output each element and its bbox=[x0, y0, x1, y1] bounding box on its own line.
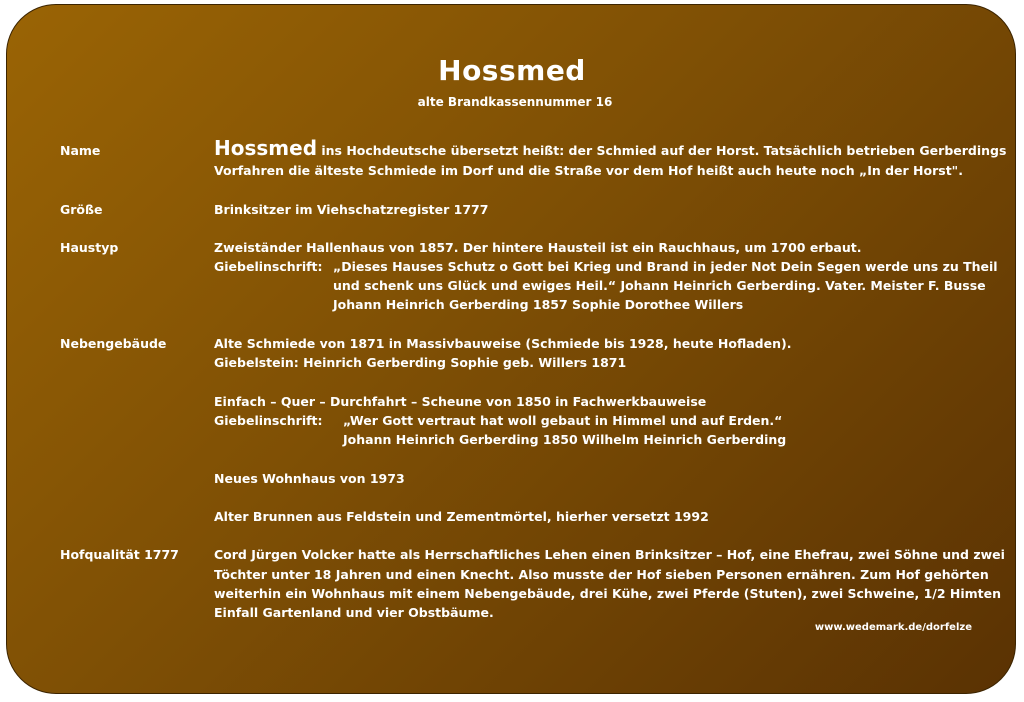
name-word: Hossmed bbox=[214, 136, 318, 160]
hofqualitaet-line-4: Einfall Gartenland und vier Obstbäume. bbox=[214, 605, 494, 620]
haustyp-inscription-label: Giebelinschrift: bbox=[214, 259, 323, 274]
label-name: Name bbox=[60, 143, 101, 158]
haustyp-inscription-3: Johann Heinrich Gerberding 1857 Sophie Dorothee Willers bbox=[333, 297, 744, 312]
label-haustyp: Haustyp bbox=[60, 240, 119, 255]
hofqualitaet-line-2: Töchter unter 18 Jahren und einen Knecht. Also musste der Hof sieben Personen ernähren. Zum Hof gehörten bbox=[214, 567, 989, 582]
hofqualitaet-line-1: Cord Jürgen Volcker hatte als Herrschaftliches Lehen einen Brinksitzer – Hof, eine Ehefrau, zwei Söhne und zwei bbox=[214, 547, 1005, 562]
nebengebaeude-inscription-label: Giebelinschrift: bbox=[214, 413, 323, 428]
nebengebaeude-line-2: Giebelstein: Heinrich Gerberding Sophie geb. Willers 1871 bbox=[214, 355, 627, 370]
nebengebaeude-line-4: Neues Wohnhaus von 1973 bbox=[214, 471, 405, 486]
groesse-line-1: Brinksitzer im Viehschatzregister 1777 bbox=[214, 202, 489, 217]
hofqualitaet-line-3: weiterhin ein Wohnhaus mit einem Nebengebäude, drei Kühe, zwei Pferde (Stuten), zwei Schweine, 1/2 Himten bbox=[214, 586, 1002, 601]
nebengebaeude-line-5: Alter Brunnen aus Feldstein und Zementmörtel, hierher versetzt 1992 bbox=[214, 509, 709, 524]
nebengebaeude-line-3: Einfach – Quer – Durchfahrt – Scheune von 1850 in Fachwerkbauweise bbox=[214, 394, 707, 409]
source-url: www.wedemark.de/dorfelze bbox=[814, 622, 972, 633]
page-title: Hossmed bbox=[438, 54, 586, 87]
label-nebengebaeude: Nebengebäude bbox=[60, 336, 167, 351]
name-line-1 bbox=[214, 136, 1006, 160]
nebengebaeude-inscription-2: Johann Heinrich Gerberding 1850 Wilhelm Heinrich Gerberding bbox=[343, 432, 787, 447]
name-line-2: Vorfahren die älteste Schmiede im Dorf und die Straße vor dem Hof heißt auch heute noch „In der Horst". bbox=[214, 163, 963, 178]
haustyp-line-1: Zweiständer Hallenhaus von 1857. Der hintere Hausteil ist ein Rauchhaus, um 1700 erbaut. bbox=[214, 240, 862, 255]
page-subtitle: alte Brandkassennummer 16 bbox=[417, 95, 613, 109]
haustyp-inscription-2: und schenk uns Glück und ewiges Heil.“ Johann Heinrich Gerberding. Vater. Meister F. Busse bbox=[333, 278, 986, 293]
name-line-1-rest: ins Hochdeutsche übersetzt heißt: der Schmied auf der Horst. Tatsächlich betrieben Gerberdings bbox=[317, 143, 1007, 158]
nebengebaeude-inscription-1: „Wer Gott vertraut hat woll gebaut in Himmel und auf Erden.“ bbox=[343, 413, 783, 428]
label-hofqualitaet: Hofqualität 1777 bbox=[60, 547, 179, 562]
haustyp-inscription-1: „Dieses Hauses Schutz o Gott bei Krieg und Brand in jeder Not Dein Segen werde uns zu Theil bbox=[333, 259, 998, 274]
label-groesse: Größe bbox=[60, 202, 103, 217]
nebengebaeude-line-1: Alte Schmiede von 1871 in Massivbauweise (Schmiede bis 1928, heute Hofladen). bbox=[214, 336, 792, 351]
